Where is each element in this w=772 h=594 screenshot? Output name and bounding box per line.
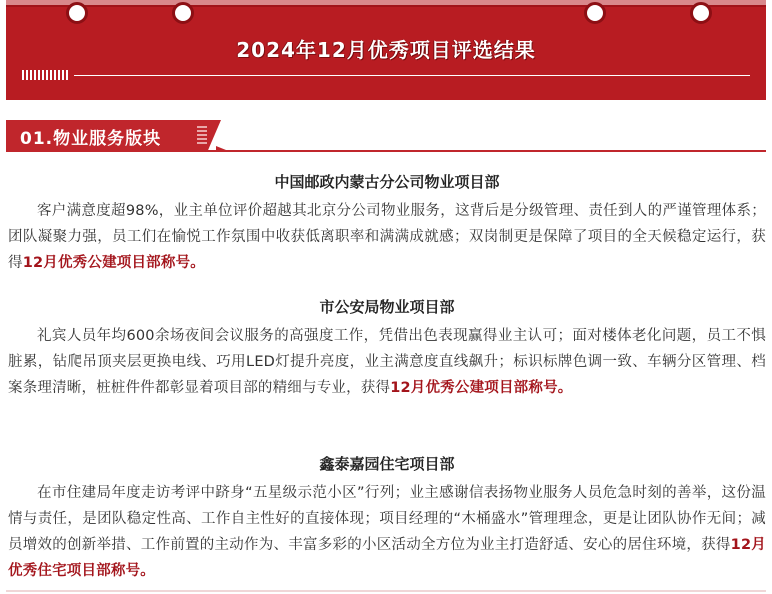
description-text: 礼宾人员年均600余场夜间会议服务的高强度工作，凭借出色表现赢得业主认可；面对楼体老化问题，员工不惧脏累，钻爬吊顶夹层更换电线、巧用LED灯提升亮度，业主满意度直线飙升；标识标牌色调一致、车辆分区管理、档案条理清晰，桩桩件件都彰显着项目部的精细与专业，获得 [8, 328, 766, 396]
project-entry [8, 295, 766, 401]
section-header [6, 120, 766, 152]
header-banner [6, 0, 766, 100]
section-tag-notch [216, 146, 226, 150]
binder-ring-icon [172, 2, 194, 24]
binder-ring-icon [690, 2, 712, 24]
description-text: 在市住建局年度走访考评中跻身“五星级示范小区”行列；业主感谢信表扬物业服务人员危急时刻的善举，这份温情与责任，是团队稳定性高、工作自主性好的直接体现；项目经理的“木桶盛水”管理理念，更是让团队协作无间；减员增效的创新举措、工作前置的主动作为、丰富多彩的小区活动全方位为业主打造舒适、安心的居住环境，获得 [8, 485, 766, 553]
bottom-divider [6, 590, 766, 592]
section-tag-dots [197, 126, 207, 144]
project-description [8, 480, 766, 584]
project-description [8, 323, 766, 401]
award-text: 12月优秀住宅项目部称号。 [8, 537, 766, 579]
binder-ring-icon [66, 2, 88, 24]
project-description [8, 198, 766, 276]
section-underline [6, 150, 766, 152]
section-title: 01.物业服务版块 [20, 129, 162, 149]
banner-top-stripe-dark [6, 5, 766, 7]
award-text: 12月优秀公建项目部称号。 [390, 380, 573, 396]
page-title: 2024年12月优秀项目评选结果 [236, 38, 536, 62]
binder-ring-icon [584, 2, 606, 24]
project-title: 鑫泰嘉园住宅项目部 [319, 455, 455, 473]
project-title: 中国邮政内蒙古分公司物业项目部 [274, 173, 500, 191]
project-title: 市公安局物业项目部 [319, 298, 455, 316]
description-text: 客户满意度超98%，业主单位评价超越其北京分公司物业服务，这背后是分级管理、责任到人的严谨管理体系；团队凝聚力强，员工们在愉悦工作氛围中收获低离职率和满满成就感；双岗制更是保障了项目的全天候稳定运行，获得 [8, 203, 766, 271]
project-entry [8, 170, 766, 276]
banner-divider [74, 75, 750, 76]
barcode-decoration [22, 70, 68, 80]
award-text: 12月优秀公建项目部称号。 [22, 255, 205, 271]
project-entry [8, 452, 766, 584]
